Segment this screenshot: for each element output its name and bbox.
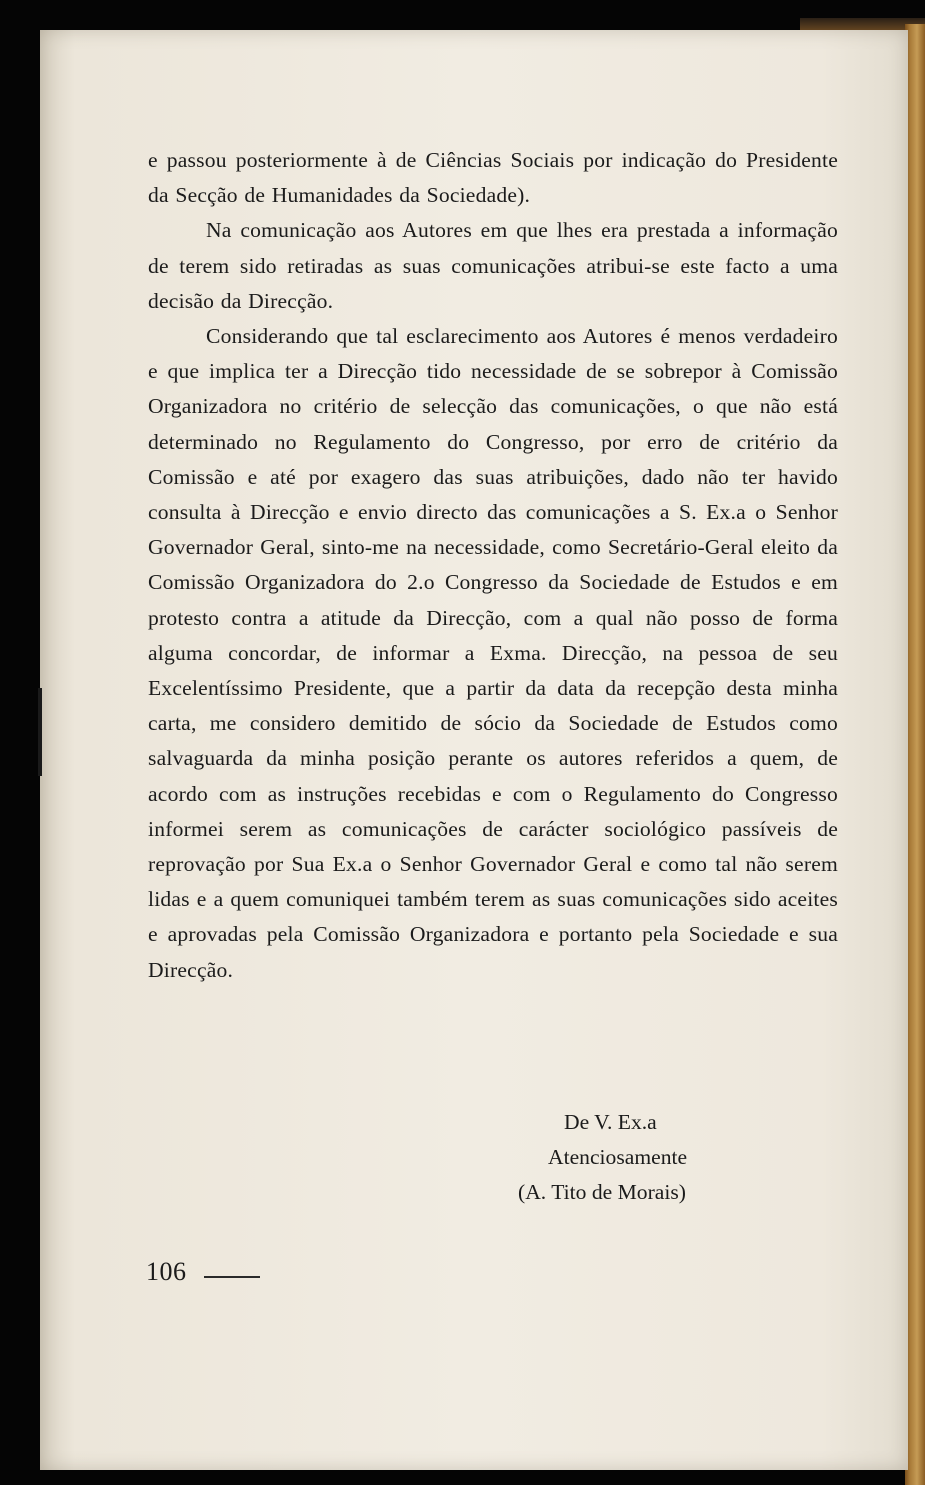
page-number: 106 — [146, 1257, 187, 1286]
paragraph-communication: Na comunicação aos Autores em que lhes era prestada a informação de terem sido retiradas as suas comunicações atribui-se este facto a uma decisão da Direcção. — [148, 218, 838, 313]
book-edge-right — [905, 24, 925, 1485]
page-number-rule — [204, 1276, 260, 1278]
body-text — [148, 143, 838, 988]
paragraph-considering: Considerando que tal esclarecimento aos Autores é menos verdadeiro e que implica ter a Direcção tido necessidade de se sobrepor à Comissão Organizadora no critério de selecção das comunicações, o que não está determinado no Regulamento do Congresso, por erro de critério da Comissão e até por exagero das suas atribuições, dado não ter havido consulta à Direcção e envio directo das comunicações a S. Ex.a o Senhor Governador Geral, sinto-me na necessidade, como Secretário-Geral eleito da Comissão Organizadora do 2.o Congresso da Sociedade de Estudos e em protesto contra a atitude da Direcção, com a qual não posso de forma alguma concordar, de informar a Exma. Direcção, na pessoa de seu Excelentíssimo Presidente, que a partir da data da recepção desta minha carta, me considero demitido de sócio da Sociedade de Estudos como salvaguarda da minha posição perante os autores referidos a quem, de acordo com as instruções recebidas e com o Regulamento do Congresso informei serem as comunicações de carácter sociológico passíveis de reprovação por Sua Ex.a o Senhor Governador Geral e como tal não serem lidas e a quem comuniquei também terem as suas comunicações sido aceites e aprovadas pela Comissão Organizadora e portanto pela Sociedade e sua Direcção. — [148, 324, 838, 982]
signature: (A. Tito de Morais) — [518, 1180, 686, 1205]
paragraph-continuation: e passou posteriormente à de Ciências Sociais por indicação do Presidente da Secção de Humanidades da Sociedade). — [148, 148, 838, 208]
salutation: De V. Ex.a — [564, 1110, 657, 1134]
valediction: Atenciosamente — [548, 1145, 688, 1170]
letter-closing — [500, 1105, 740, 1211]
margin-mark — [38, 688, 42, 776]
